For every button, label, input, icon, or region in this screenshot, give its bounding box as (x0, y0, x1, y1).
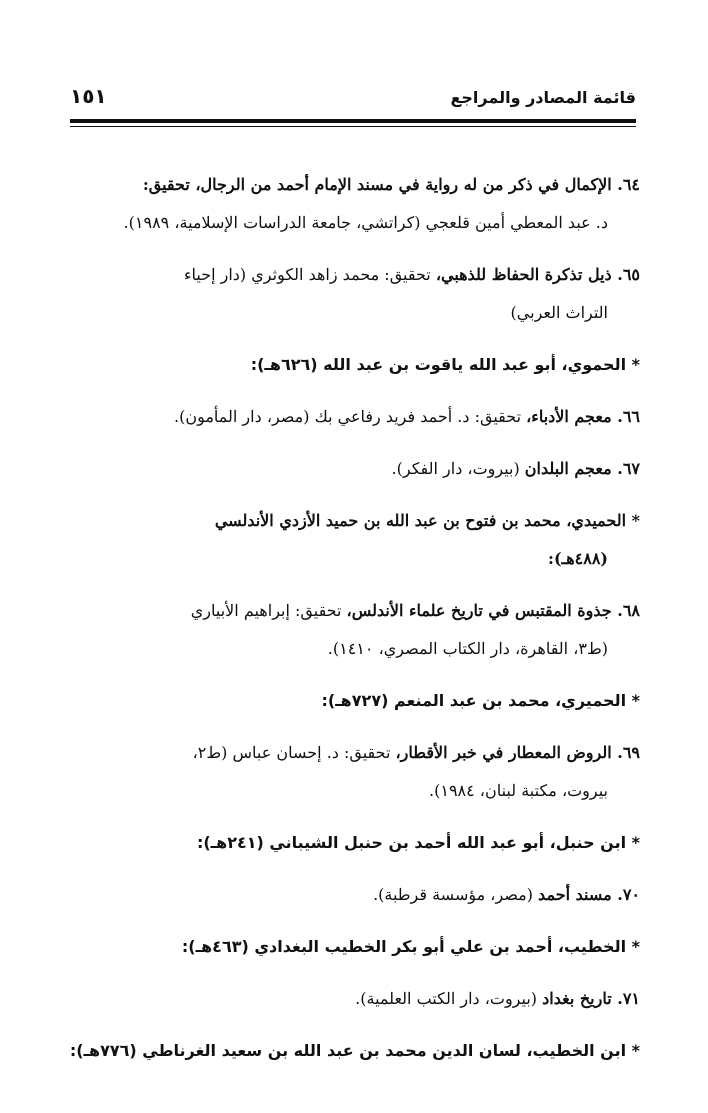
entry-68-title: ٦٨. جذوة المقتبس في تاريخ علماء الأندلس، (346, 601, 640, 620)
entry-66 (58, 398, 640, 436)
entry-67-title: ٦٧. معجم البلدان (524, 459, 640, 478)
entry-70-title: ٧٠. مسند أحمد (538, 885, 640, 904)
author-ibn-hanbal: * ابن حنبل، أبو عبد الله أحمد بن حنبل الشيباني (٢٤١هـ): (196, 833, 640, 852)
author-khatib: * الخطيب، أحمد بن علي أبو بكر الخطيب البغدادي (٤٦٣هـ): (181, 937, 640, 956)
header-rule-thick (70, 119, 636, 123)
entry-69-line-2: بيروت، مكتبة لبنان، ١٩٨٤). (429, 781, 608, 800)
bibliography-list (58, 166, 640, 1070)
running-title: قائمة المصادر والمراجع (450, 88, 636, 107)
entry-69-title: ٦٩. الروض المعطار في خبر الأقطار، (395, 743, 640, 762)
entry-67 (58, 450, 640, 488)
entry-65-line-1 (58, 256, 640, 294)
author-himyari: * الحميري، محمد بن عبد المنعم (٧٢٧هـ): (321, 691, 640, 710)
entry-71 (58, 980, 640, 1018)
entry-70-detail: (مصر، مؤسسة قرطبة). (373, 885, 539, 904)
author-humaydi-line-1: * الحميدي، محمد بن فتوح بن عبد الله بن حميد الأزدي الأندلسي (214, 511, 640, 530)
entry-68-line-2: (ط٣، القاهرة، دار الكتاب المصري، ١٤١٠). (327, 639, 608, 658)
entry-64-detail: تحقيق: (142, 175, 196, 194)
entry-68-line-1 (58, 592, 640, 630)
entry-71-detail: (بيروت، دار الكتب العلمية). (355, 989, 543, 1008)
entry-70 (58, 876, 640, 914)
entry-71-title: ٧١. تاريخ بغداد (542, 989, 640, 1008)
author-humaydi-line-2: (٤٨٨هـ): (548, 549, 608, 568)
entry-69-line-1 (58, 734, 640, 772)
entry-65-detail: تحقيق: محمد زاهد الكوثري (دار إحياء (183, 265, 436, 284)
entry-65-line-2: التراث العربي) (510, 303, 608, 322)
page-number: ١٥١ (70, 84, 107, 108)
author-hamawi: * الحموي، أبو عبد الله ياقوت بن عبد الله (٦٢٦هـ): (250, 355, 640, 374)
entry-64-title: ٦٤. الإكمال في ذكر من له رواية في مسند الإمام أحمد من الرجال، (195, 175, 640, 194)
entry-67-detail: (بيروت، دار الفكر). (391, 459, 525, 478)
entry-65-title: ٦٥. ذيل تذكرة الحفاظ للذهبي، (435, 265, 640, 284)
entry-68-detail: تحقيق: إبراهيم الأبياري (190, 601, 347, 620)
entry-66-detail: تحقيق: د. أحمد فريد رفاعي بك (مصر، دار المأمون). (173, 407, 527, 426)
entry-66-title: ٦٦. معجم الأدباء، (526, 407, 640, 426)
entry-64-line-2: د. عبد المعطي أمين قلعجي (كراتشي، جامعة الدراسات الإسلامية، ١٩٨٩). (123, 213, 608, 232)
author-ibn-al-khatib: * ابن الخطيب، لسان الدين محمد بن عبد الله بن سعيد الغرناطي (٧٧٦هـ): (69, 1041, 640, 1060)
header-rule-thin (70, 126, 636, 127)
entry-69-detail: تحقيق: د. إحسان عباس (ط٢، (192, 743, 396, 762)
page-header (70, 84, 636, 114)
entry-64-line-1 (58, 166, 640, 204)
